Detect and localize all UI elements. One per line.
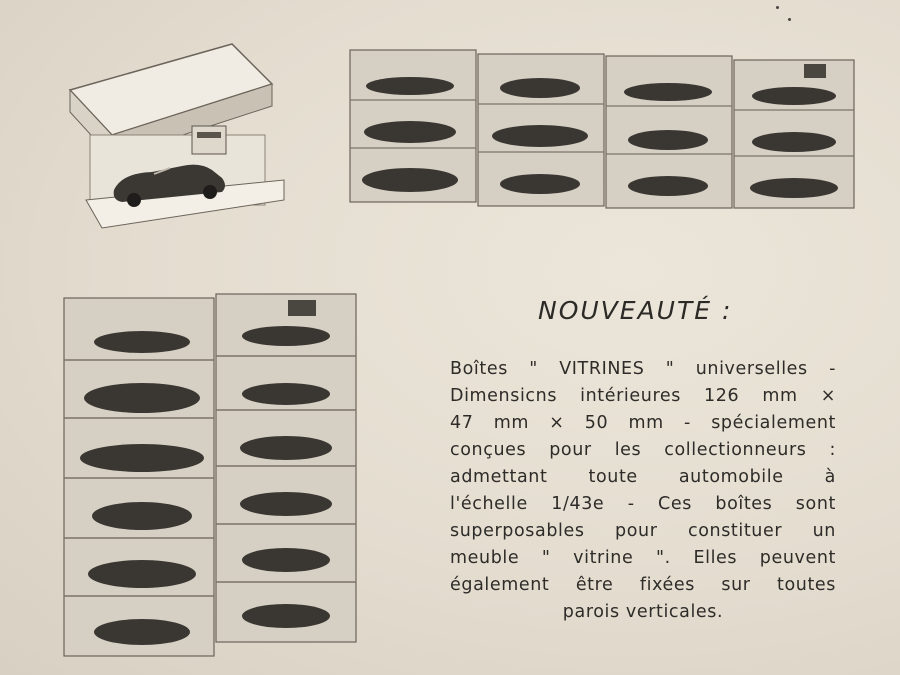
description-line: Dimensicns intérieures 126 mm × <box>450 386 836 406</box>
description-line: parois verticales. <box>562 602 724 622</box>
stacked-boxes-tall-photo <box>60 290 360 662</box>
ink-speck <box>788 18 791 21</box>
description-line: 47 mm × 50 mm - spécialement <box>450 413 836 433</box>
ink-speck <box>776 6 779 9</box>
description-line: meuble " vitrine ". Elles peuvent <box>450 548 836 568</box>
description-line: conçues pour les collectionneurs : <box>450 440 836 460</box>
open-box-photo <box>62 40 292 240</box>
description-line: également être fixées sur toutes <box>450 575 836 595</box>
description-line: Boîtes " VITRINES " universelles - <box>450 359 836 379</box>
description-text <box>450 356 836 626</box>
description-line: l'échelle 1/43e - Ces boîtes sont <box>450 494 836 514</box>
stacked-boxes-top-photo <box>346 44 858 214</box>
description-line: admettant toute automobile à <box>450 467 836 487</box>
description-line: superposables pour constituer un <box>450 521 836 541</box>
heading: NOUVEAUTÉ : <box>538 296 733 325</box>
